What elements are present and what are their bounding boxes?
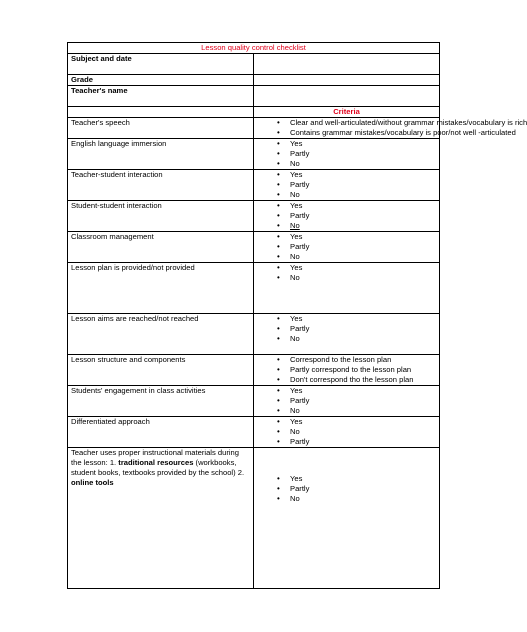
grade-field[interactable] — [254, 75, 440, 86]
criterion-label: Teacher's speech — [68, 118, 254, 139]
materials-intro: Teacher uses proper instructional materials during the lesson: 1. — [71, 448, 239, 467]
criterion-row — [68, 417, 440, 448]
online-tools-label: online tools — [71, 478, 114, 487]
option-item: • Partly — [277, 149, 436, 159]
criterion-row — [68, 170, 440, 201]
option-item: • Partly — [277, 396, 436, 406]
criterion-label: Teacher-student interaction — [68, 170, 254, 201]
criterion-row — [68, 139, 440, 170]
option-item: • No — [277, 190, 436, 200]
online-tools-number: 2. — [237, 468, 245, 477]
grade-label: Grade — [68, 75, 254, 86]
criterion-label: Students' engagement in class activities — [68, 386, 254, 417]
criteria-heading-row — [68, 107, 440, 118]
subject-label: Subject and date — [68, 54, 254, 75]
option-item: • Don't correspond tho the lesson plan — [277, 375, 436, 385]
traditional-resources-desc: (workbooks, student books, textbooks provided by the school) — [71, 458, 237, 477]
option-item: • No — [277, 427, 436, 437]
option-item: • No — [277, 334, 436, 344]
option-item: • No — [277, 273, 436, 283]
grade-row — [68, 75, 440, 86]
option-item: • Partly — [277, 180, 436, 190]
option-item: • Yes — [277, 201, 436, 211]
title-row — [68, 43, 440, 54]
option-item: • No — [277, 406, 436, 416]
option-item: • Partly — [277, 484, 436, 494]
option-item: • Partly — [277, 211, 436, 221]
traditional-resources-label: traditional resources — [118, 458, 194, 467]
criterion-label: Differentiated approach — [68, 417, 254, 448]
materials-label — [68, 448, 254, 589]
checklist-title: Lesson quality control checklist — [68, 43, 440, 54]
criterion-row — [68, 232, 440, 263]
materials-row — [68, 448, 440, 589]
subject-field[interactable] — [254, 54, 440, 75]
option-item: • Partly — [277, 324, 436, 334]
teacher-row — [68, 86, 440, 107]
option-item: • Yes — [277, 232, 436, 242]
option-item: • Yes — [277, 263, 436, 273]
option-item: • Yes — [277, 139, 436, 149]
option-item: • Partly correspond to the lesson plan — [277, 365, 436, 375]
option-item: • Yes — [277, 474, 436, 484]
option-item: • No — [277, 494, 436, 504]
option-item: • Partly — [277, 242, 436, 252]
teacher-field[interactable] — [254, 86, 440, 107]
criterion-label: Student-student interaction — [68, 201, 254, 232]
option-item: • Yes — [277, 386, 436, 396]
teacher-label: Teacher's name — [68, 86, 254, 107]
option-item: • No — [277, 252, 436, 262]
criterion-row — [68, 314, 440, 355]
criterion-label: Lesson plan is provided/not provided — [68, 263, 254, 314]
subject-row — [68, 54, 440, 75]
option-item: • No — [277, 159, 436, 169]
criterion-label: English language immersion — [68, 139, 254, 170]
option-item: • Yes — [277, 170, 436, 180]
option-item: • Partly — [277, 437, 436, 447]
criterion-row — [68, 118, 440, 139]
criterion-row — [68, 355, 440, 386]
option-item: • Correspond to the lesson plan — [277, 355, 436, 365]
option-item: • Contains grammar mistakes/vocabulary is poor/not well -articulated — [277, 128, 436, 138]
criterion-row — [68, 263, 440, 314]
option-item: • Clear and well-articulated/without grammar mistakes/vocabulary is rich — [277, 118, 436, 128]
option-item: • Yes — [277, 417, 436, 427]
checklist-table — [67, 42, 527, 589]
criterion-label: Lesson aims are reached/not reached — [68, 314, 254, 355]
criterion-label: Classroom management — [68, 232, 254, 263]
option-item: • No — [277, 221, 436, 231]
criterion-row — [68, 386, 440, 417]
criterion-row — [68, 201, 440, 232]
option-item: • Yes — [277, 314, 436, 324]
criteria-heading: Criteria — [254, 107, 440, 118]
criterion-label: Lesson structure and components — [68, 355, 254, 386]
